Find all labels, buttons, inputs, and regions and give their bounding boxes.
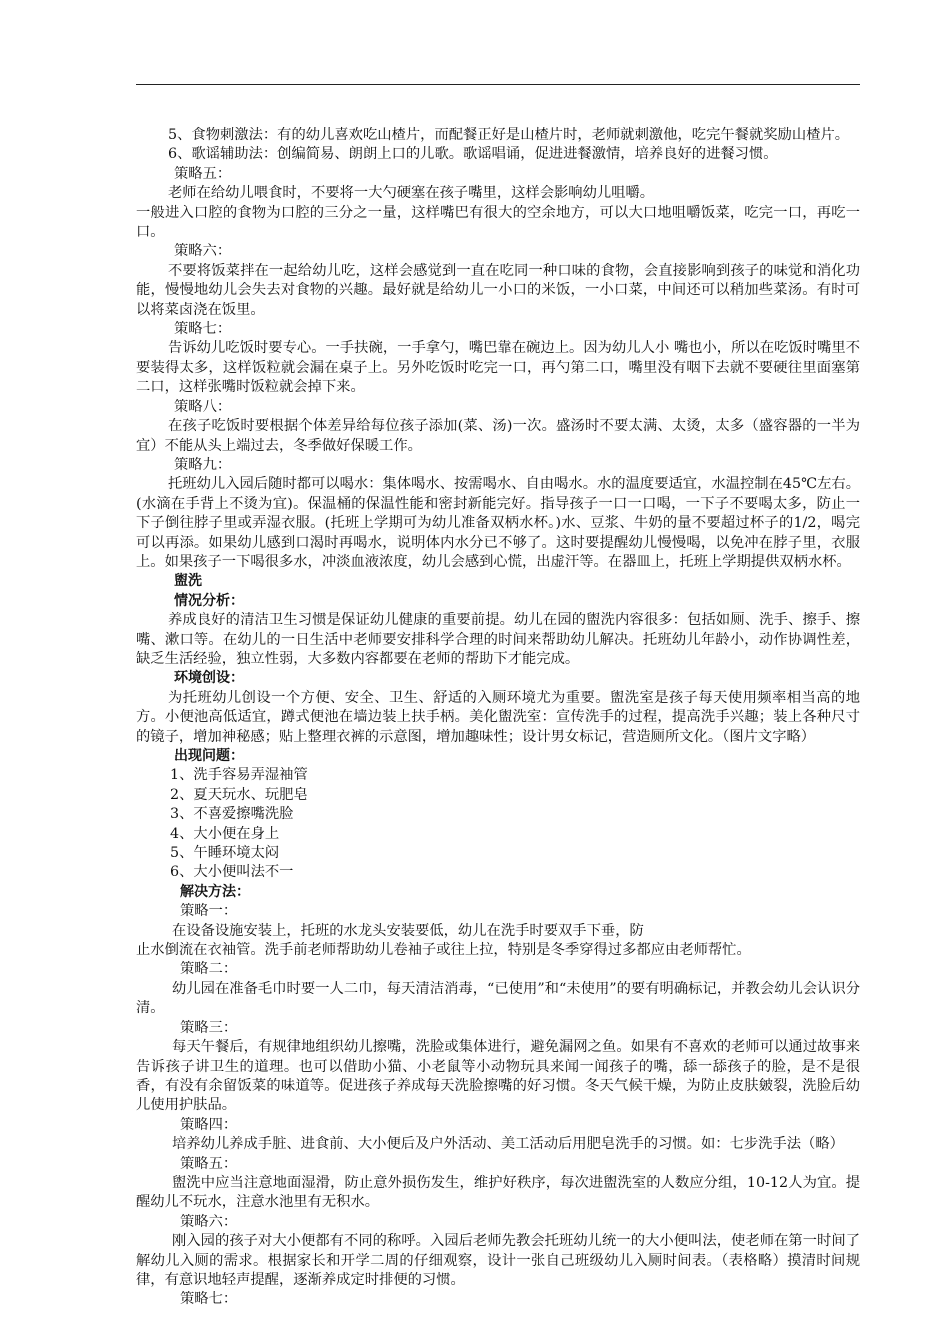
header-rule <box>136 84 860 85</box>
paragraph: 5、食物刺激法：有的幼儿喜欢吃山楂片，而配餐正好是山楂片时，老师就刺激他，吃完午餐就奖励山楂片。 <box>168 127 850 143</box>
paragraph: 策略七： <box>180 1291 238 1308</box>
paragraph: 刚入园的孩子对大小便都有不同的称呼。入园后老师先教会托班幼儿统一的大小便叫法，使老师在第一时间了解幼儿入厕的需求。根据家长和开学二周的仔细观察，设计一张自己班级幼儿入厕时间表。（表格略）摸清时间规律，有意识地轻声提醒，逐渐养成定时排便的习惯。 <box>136 1233 860 1288</box>
paragraph: 策略七： <box>174 321 232 338</box>
paragraph: 策略九： <box>174 456 232 473</box>
paragraph: 策略四： <box>180 1116 238 1133</box>
paragraph: 策略八： <box>174 398 232 415</box>
paragraph: 3、不喜爱擦嘴洗脸 <box>170 806 294 823</box>
document-body <box>136 126 860 1310</box>
paragraph: 策略二： <box>180 961 238 978</box>
paragraph: 培养幼儿养成手脏、进食前、大小便后及户外活动、美工活动后用肥皂洗手的习惯。如：七步洗手法（略） <box>172 1136 844 1153</box>
paragraph: 6、歌谣辅助法：创编简易、朗朗上口的儿歌。歌谣唱诵，促进进餐激情，培养良好的进餐习惯。 <box>168 146 778 163</box>
paragraph: 止水倒流在衣袖管。洗手前老师帮助幼儿卷袖子或往上拉，特别是冬季穿得过多都应由老师帮忙。 <box>136 942 751 959</box>
paragraph: 解决方法： <box>180 883 250 900</box>
paragraph: 情况分析： <box>174 592 244 609</box>
paragraph: 托班幼儿入园后随时都可以喝水：集体喝水、按需喝水、自由喝水。水的温度要适宜，水温控制在45℃左右。(水滴在手背上不烫为宜)。保温桶的保温性能和密封新能完好。指导孩子一口一口喝，一下子不要喝太多，防止一下子倒往脖子里或弄湿衣服。(托班上学期可为幼儿准备双柄水杯。)水、豆浆、牛奶的量不要超过杯子的1/2，喝完可以再添。如果幼儿感到口渴时再喝水，说明体内水分已不够了。这时要提醒幼儿慢慢喝，以免冲在脖子里，衣服上。如果孩子一下喝很多水，冲淡血液浓度，幼儿会感到心慌，出虚汗等。在器皿上，托班上学期提供双柄水杯。 <box>136 476 860 570</box>
paragraph: 策略六： <box>180 1213 238 1230</box>
paragraph: 策略五： <box>174 165 232 182</box>
paragraph: 养成良好的清洁卫生习惯是保证幼儿健康的重要前提。幼儿在园的盥洗内容很多：包括如厕、洗手、擦手、擦嘴、漱口等。在幼儿的一日生活中老师要安排科学合理的时间来帮助幼儿解决。托班幼儿年龄小，动作协调性差，缺乏生活经验，独立性弱，大多数内容都要在老师的帮助下才能完成。 <box>136 612 860 667</box>
paragraph: 告诉幼儿吃饭时要专心。一手扶碗，一手拿勺，嘴巴靠在碗边上。因为幼儿人小 嘴也小，所以在吃饭时嘴里不要装得太多，这样饭粒就会漏在桌子上。另外吃饭时吃完一口，再勺第二口，嘴里没有咽下去就不要硬往里面塞第二口，这样张嘴时饭粒就会掉下来。 <box>136 340 860 396</box>
paragraph: 6、大小便叫法不一 <box>170 864 294 881</box>
paragraph: 策略一： <box>180 903 238 920</box>
paragraph: 策略六： <box>174 243 232 260</box>
paragraph: 幼儿园在准备毛巾时要一人二巾，每天清洁消毒，“已使用”和“未使用”的要有明确标记，并教会幼儿会认识分清。 <box>136 980 860 1017</box>
paragraph: 5、午睡环境太闷 <box>170 845 280 862</box>
paragraph: 盥洗 <box>174 573 202 590</box>
paragraph: 策略五： <box>180 1155 238 1172</box>
paragraph: 2、夏天玩水、玩肥皂 <box>170 786 308 803</box>
paragraph: 为托班幼儿创设一个方便、安全、卫生、舒适的入厕环境尤为重要。盥洗室是孩子每天使用频率相当高的地方。小便池高低适宜，蹲式便池在墙边装上扶手柄。美化盥洗室：宣传洗手的过程，提高洗手兴趣；装上各种尺寸的镜子，增加神秘感；贴上整理衣裤的示意图，增加趣味性；设计男女标记，营造厕所文化。（图片文字略） <box>136 689 860 745</box>
paragraph: 每天午餐后，有规律地组织幼儿擦嘴，洗脸或集体进行，避免漏网之鱼。如果有不喜欢的老师可以通过故事来告诉孩子讲卫生的道理。也可以借助小猫、小老鼠等小动物玩具来闻一闻孩子的嘴，舔一舔孩子的脸，是不是很香，有没有余留饭菜的味道等。促进孩子养成每天洗脸擦嘴的好习惯。冬天气候干燥，为防止皮肤皴裂，洗脸后幼儿使用护肤品。 <box>136 1039 860 1114</box>
paragraph: 一般进入口腔的食物为口腔的三分之一量，这样嘴巴有很大的空余地方，可以大口地咀嚼饭菜，吃完一口，再吃一口。 <box>136 204 860 241</box>
paragraph: 在孩子吃饭时要根据个体差异给每位孩子添加(菜、汤)一次。盛汤时不要太满、太烫，太多（盛容器的一半为宜）不能从头上端过去，冬季做好保暖工作。 <box>136 418 860 454</box>
paragraph: 1、洗手容易弄湿袖管 <box>170 767 308 784</box>
paragraph: 盥洗中应当注意地面湿滑，防止意外损伤发生，维护好秩序，每次进盥洗室的人数应分组，10-12人为宜。提醒幼儿不玩水，注意水池里有无积水。 <box>136 1174 860 1211</box>
paragraph: 出现问题： <box>174 748 244 764</box>
paragraph: 策略三： <box>180 1019 238 1036</box>
paragraph: 在设备设施安装上，托班的水龙头安装要低，幼儿在洗手时要双手下垂，防 <box>172 922 644 939</box>
paragraph: 不要将饭菜拌在一起给幼儿吃，这样会感觉到一直在吃同一种口味的食物，会直接影响到孩子的味觉和消化功能，慢慢地幼儿会失去对食物的兴趣。最好就是给幼儿一小口的米饭，一小口菜，中间还可以稍加些菜汤。有时可以将菜卤浇在饭里。 <box>136 262 860 318</box>
paragraph: 环境创设： <box>174 670 244 687</box>
paragraph: 4、大小便在身上 <box>170 825 280 842</box>
paragraph: 老师在给幼儿喂食时，不要将一大勺硬塞在孩子嘴里，这样会影响幼儿咀嚼。 <box>168 185 655 202</box>
